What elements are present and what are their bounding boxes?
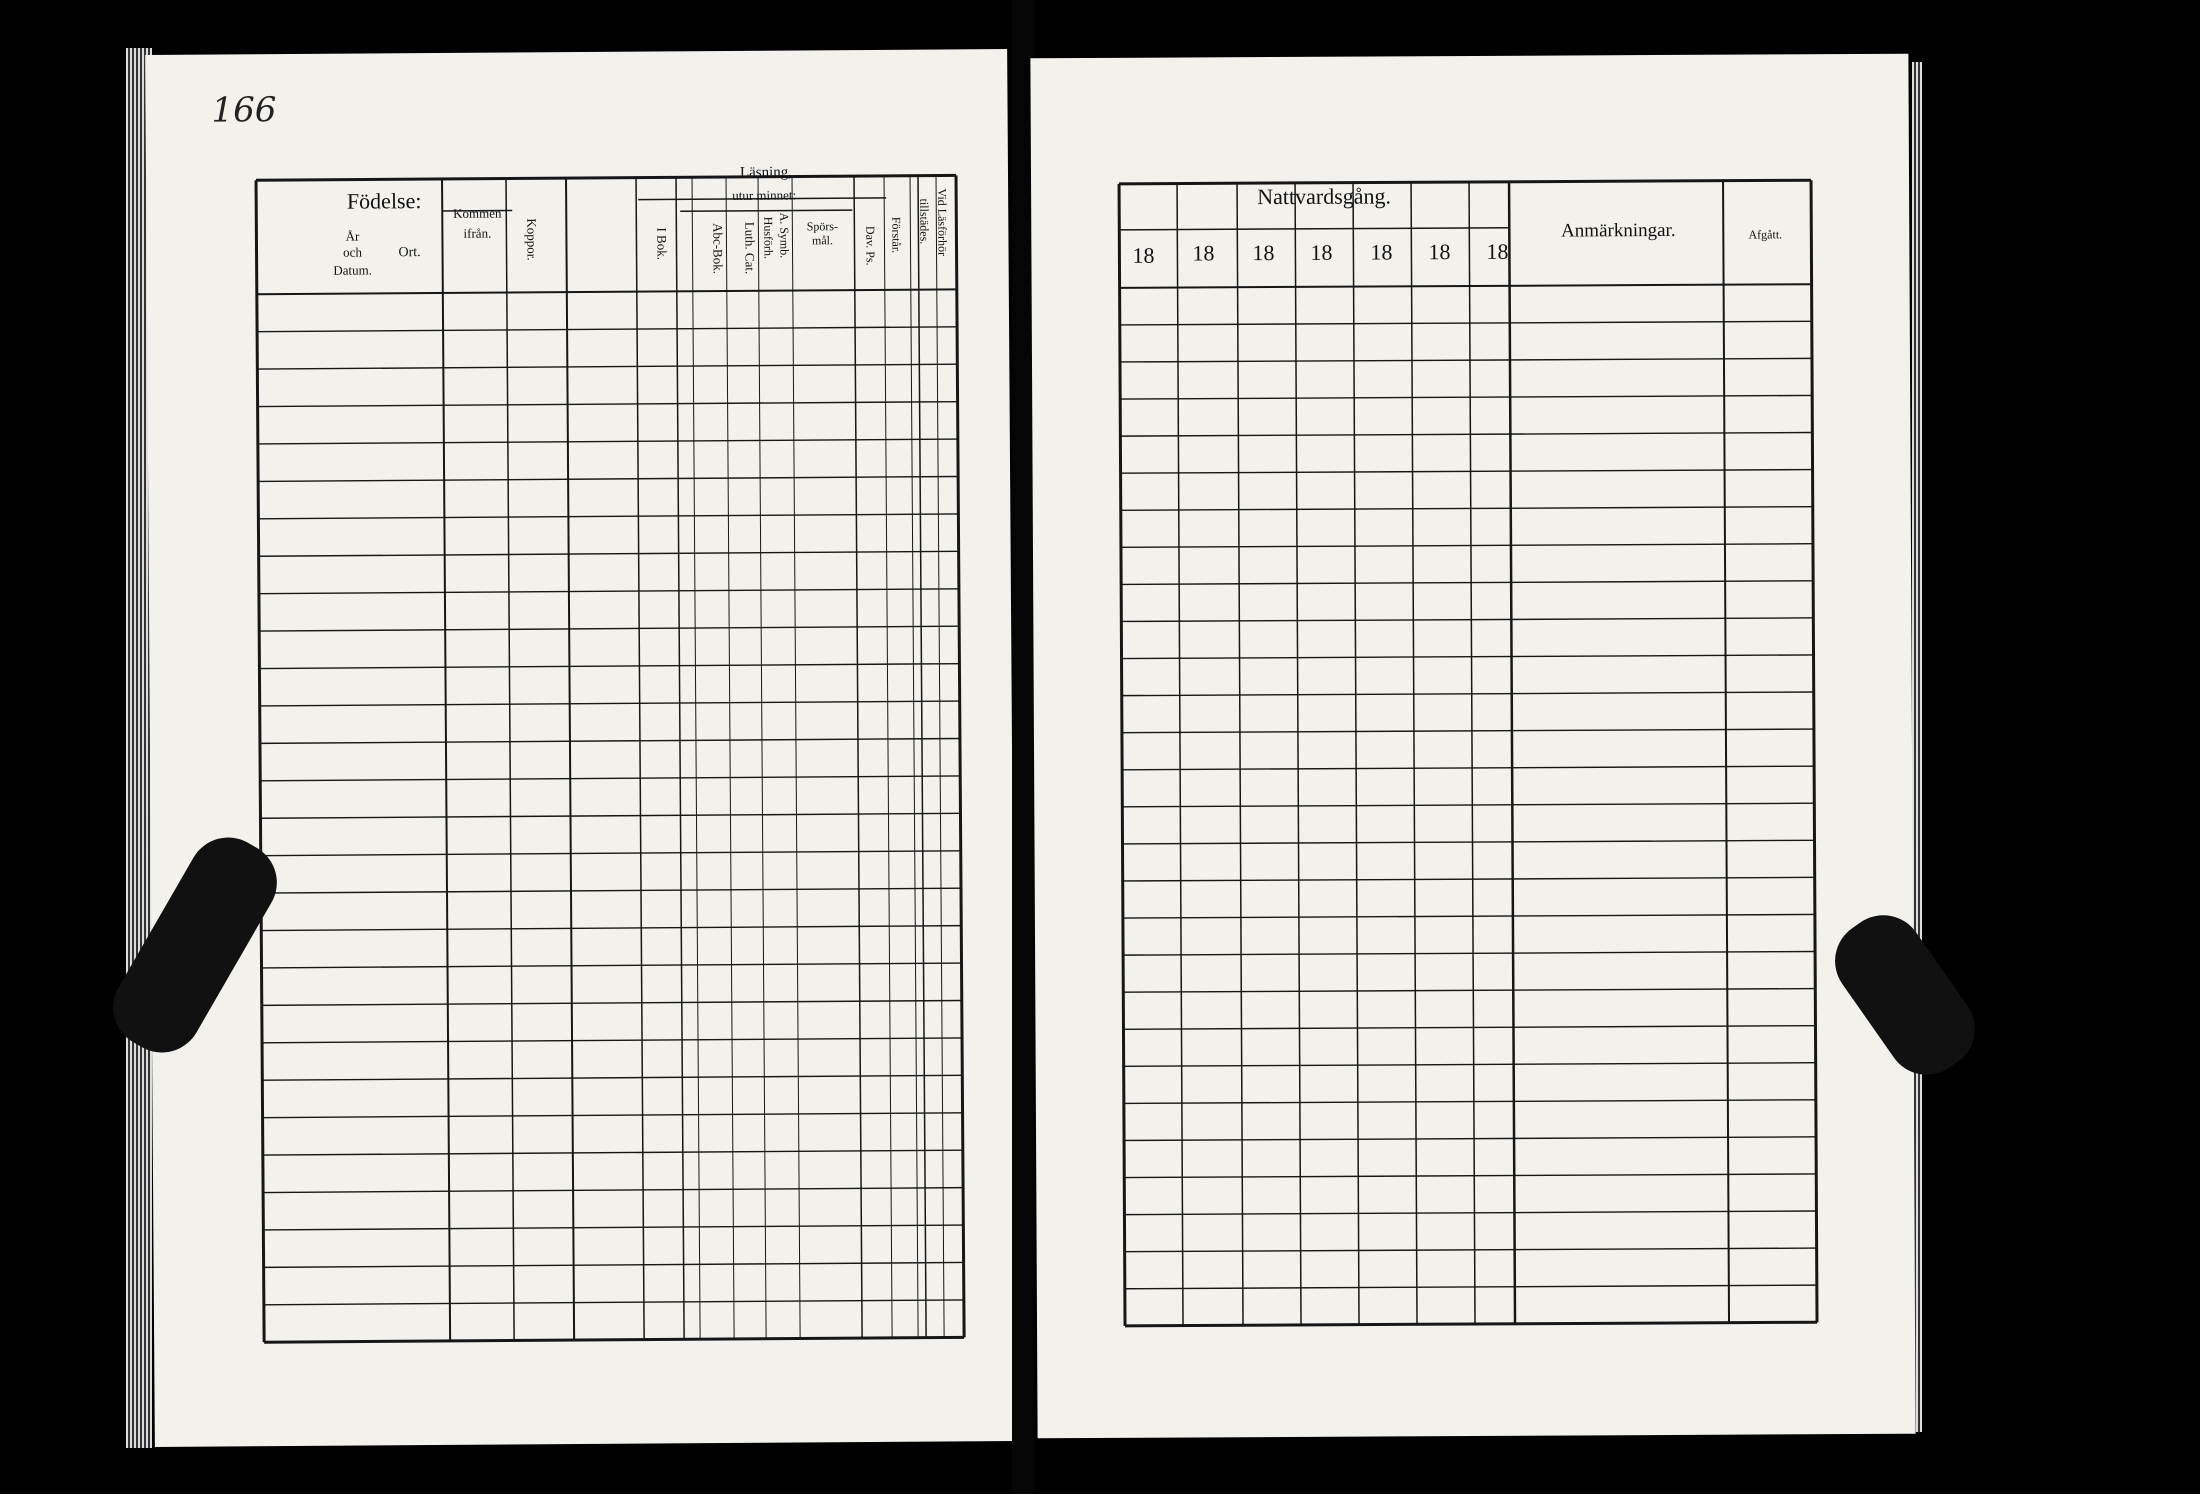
row-line	[1121, 618, 1813, 622]
row-line	[1122, 729, 1814, 733]
header-tillstades: tillstädes.	[917, 198, 932, 245]
row-line	[263, 1225, 963, 1230]
row-line	[263, 1150, 963, 1155]
column-divider	[936, 176, 944, 1338]
row-line	[258, 477, 958, 482]
row-line	[1121, 470, 1813, 474]
row-line	[259, 551, 959, 556]
row-line	[260, 776, 960, 781]
row-line	[1121, 507, 1813, 511]
header-luth-cat: Luth. Cat.	[742, 221, 758, 275]
header-a-symb: A. Symb.	[777, 212, 792, 259]
header-datum: Datum.	[333, 262, 373, 278]
row-line	[1123, 951, 1815, 955]
row-line	[1125, 1248, 1817, 1252]
row-line	[260, 813, 960, 818]
row-line	[261, 888, 961, 893]
column-divider	[676, 177, 684, 1339]
row-line	[259, 589, 959, 594]
column-divider	[1509, 182, 1515, 1324]
header-spors: Spörs-	[806, 219, 839, 234]
column-divider	[692, 177, 700, 1339]
column-divider	[636, 178, 644, 1340]
header-year-3: 18	[1252, 240, 1275, 266]
column-divider	[854, 176, 862, 1338]
table-border-left	[1119, 184, 1125, 1326]
header-lasning: Läsning,	[739, 164, 793, 181]
header-ar: År	[345, 228, 360, 244]
row-line	[1120, 358, 1812, 362]
header-kommen: Kommen	[453, 205, 502, 221]
header-year-6: 18	[1428, 239, 1451, 265]
header-i-bok: I Bok.	[654, 227, 670, 260]
column-divider	[792, 177, 800, 1339]
row-line	[261, 851, 961, 856]
row-line	[1124, 1137, 1816, 1141]
header-year-4: 18	[1310, 239, 1333, 265]
row-line	[262, 963, 962, 968]
row-line	[257, 364, 957, 369]
table-border-right	[956, 175, 964, 1337]
row-line	[260, 738, 960, 743]
column-divider	[1411, 182, 1417, 1324]
row-line	[1122, 692, 1814, 696]
row-line	[263, 1113, 963, 1118]
header-och: och	[343, 244, 362, 260]
row-line	[264, 1300, 964, 1305]
row-line	[260, 701, 960, 706]
header-divider	[257, 289, 957, 294]
table-border-top	[256, 175, 956, 180]
header-anmarkningar: Anmärkningar.	[1560, 219, 1676, 242]
column-divider	[1469, 182, 1475, 1324]
header-divider	[1120, 284, 1812, 288]
row-line	[1123, 1026, 1815, 1030]
left-page	[145, 49, 1017, 1447]
column-divider	[506, 179, 514, 1341]
column-divider	[910, 176, 918, 1338]
header-fodelse: Födelse:	[346, 188, 422, 214]
row-line	[1120, 433, 1812, 437]
table-border-bottom	[264, 1337, 964, 1342]
header-mal: mål.	[811, 233, 834, 248]
row-line	[1125, 1285, 1817, 1289]
row-line	[1122, 766, 1814, 770]
header-dav-ps: Dav. Ps.	[863, 226, 878, 266]
header-abc-bok: Abc-Bok.	[710, 222, 726, 274]
table-border-right	[1811, 180, 1817, 1322]
row-line	[258, 514, 958, 519]
row-line	[262, 1038, 962, 1043]
header-nattvardsgang: Nattvardsgång.	[1257, 183, 1392, 210]
column-divider	[884, 176, 892, 1338]
header-vid-lasforhor: Vid Läsförhör	[935, 188, 950, 257]
row-line	[1120, 395, 1812, 399]
table-border-top	[1119, 180, 1811, 184]
column-divider	[758, 177, 766, 1339]
page-number: 166	[211, 90, 277, 131]
row-line	[264, 1262, 964, 1267]
row-line	[259, 626, 959, 631]
column-divider	[918, 176, 926, 1338]
column-divider	[1723, 181, 1729, 1323]
row-line	[1124, 1211, 1816, 1215]
header-utur-minnet: utur minnet:	[732, 187, 797, 203]
header-ort: Ort.	[398, 245, 421, 261]
row-line	[261, 926, 961, 931]
header-forstar: Förstår.	[889, 216, 904, 254]
table-border-left	[256, 180, 264, 1342]
header-husforh: Husförh.	[761, 216, 776, 259]
row-line	[1123, 914, 1815, 918]
header-ifran: ifrån.	[463, 225, 492, 241]
row-line	[1124, 1174, 1816, 1178]
row-line	[1121, 544, 1813, 548]
row-line	[257, 327, 957, 332]
column-divider	[1237, 183, 1243, 1325]
row-line	[262, 1075, 962, 1080]
right-page	[1030, 54, 1915, 1439]
row-line	[258, 402, 958, 407]
header-year-1: 18	[1132, 242, 1155, 268]
row-line	[1122, 655, 1814, 659]
row-line	[1123, 840, 1815, 844]
row-line	[1123, 877, 1815, 881]
column-divider	[726, 177, 734, 1339]
row-line	[1124, 1100, 1816, 1104]
column-divider	[1295, 183, 1301, 1325]
column-divider	[1177, 184, 1183, 1326]
column-divider	[442, 179, 450, 1341]
header-year-5: 18	[1370, 239, 1393, 265]
row-line	[1120, 321, 1812, 325]
header-afgatt: Afgått.	[1748, 227, 1783, 242]
row-line	[262, 1000, 962, 1005]
row-line	[263, 1188, 963, 1193]
header-year-7: 18	[1486, 238, 1509, 264]
row-line	[1121, 581, 1813, 585]
column-divider	[1353, 183, 1359, 1325]
header-year-2: 18	[1192, 240, 1215, 266]
header-koppor: Koppor.	[524, 218, 540, 261]
row-line	[1123, 989, 1815, 993]
table-border-bottom	[1125, 1322, 1817, 1326]
column-divider	[566, 178, 574, 1340]
row-line	[1124, 1063, 1816, 1067]
row-line	[259, 664, 959, 669]
row-line	[1122, 803, 1814, 807]
row-line	[258, 439, 958, 444]
